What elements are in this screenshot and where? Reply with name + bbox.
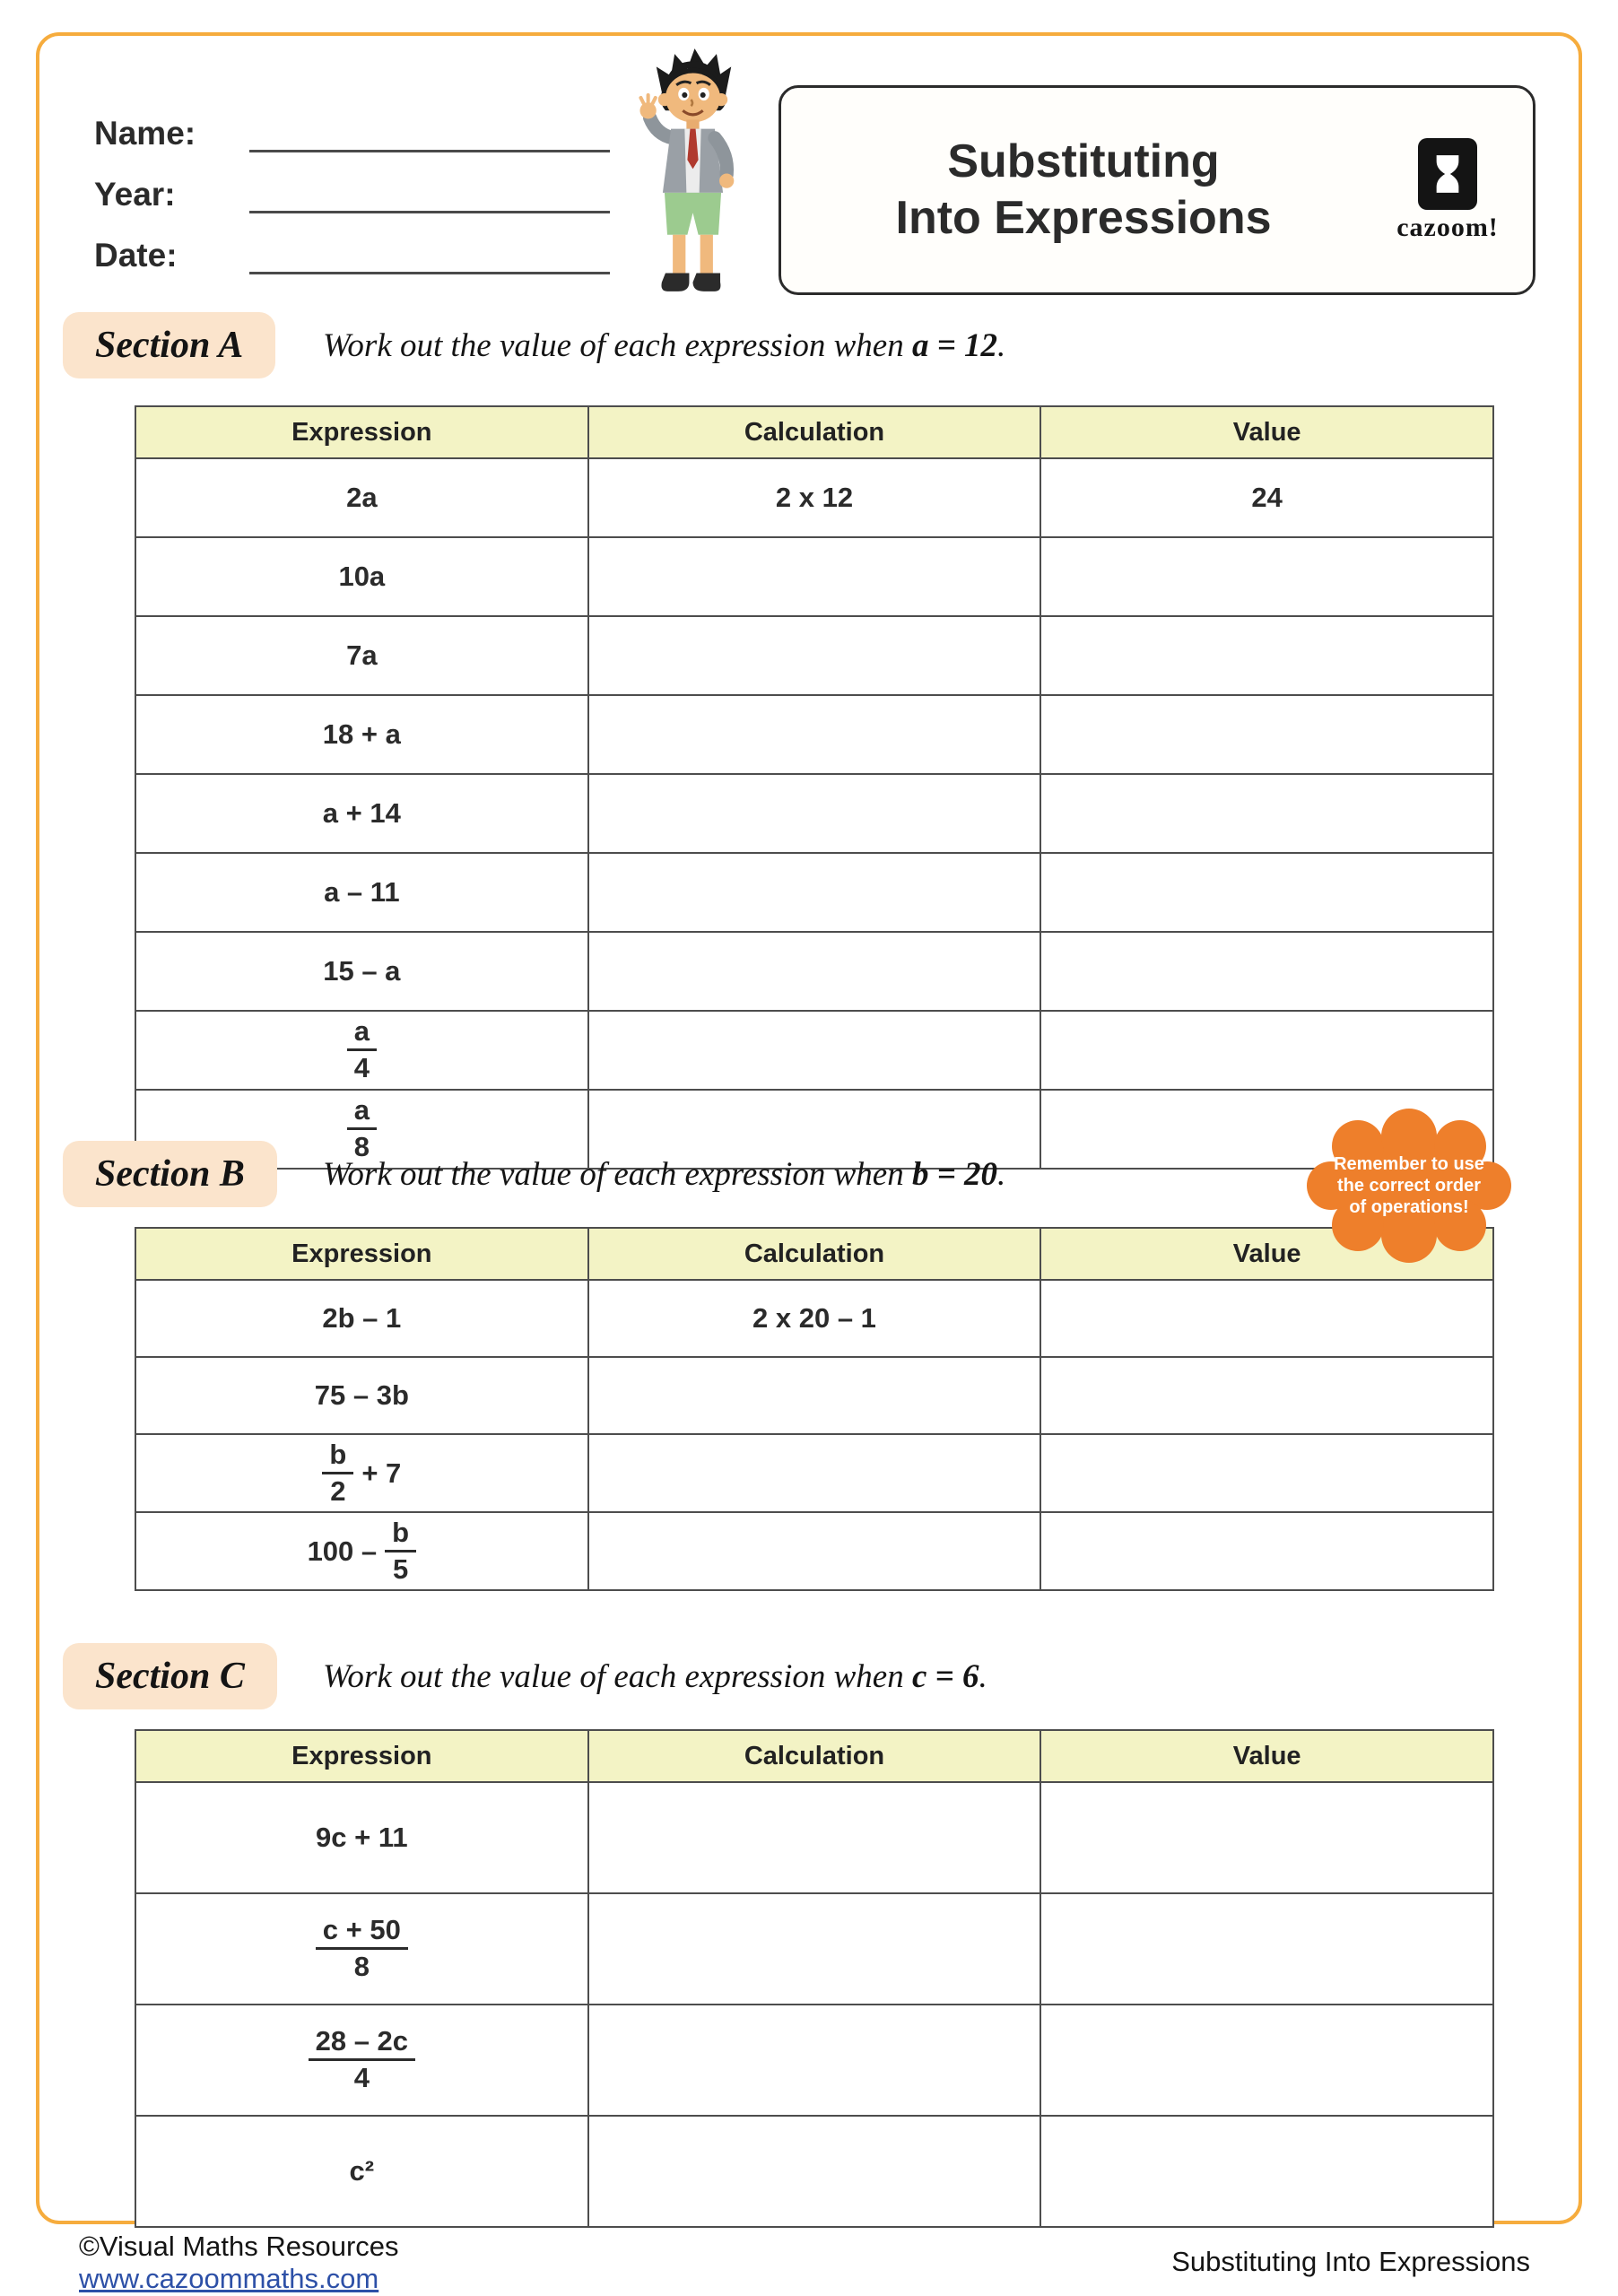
cell-content xyxy=(142,2027,582,2092)
cell-content: c² xyxy=(349,2155,375,2187)
calculation-cell xyxy=(588,1011,1041,1090)
column-header-calculation: Calculation xyxy=(588,1730,1041,1782)
table-row xyxy=(135,1893,1493,2005)
fraction: $\frac{c + 50}{8}$ xyxy=(316,1916,408,1981)
fraction: $\frac{a}{8}$ xyxy=(347,1096,377,1161)
footer-worksheet-title: Substituting Into Expressions xyxy=(1171,2246,1530,2277)
expression-cell xyxy=(135,932,588,1011)
badge-line-2: the correct order xyxy=(1336,1176,1482,1196)
calculation-cell xyxy=(588,932,1041,1011)
cell-content: 2 x 20 – 1 xyxy=(752,1302,876,1334)
calculation-cell xyxy=(588,695,1041,774)
expression-cell xyxy=(135,1011,588,1090)
section-c-heading xyxy=(63,1643,277,1709)
value-cell xyxy=(1040,1893,1493,2005)
section-a-table xyxy=(135,405,1494,1170)
cell-content: 2b – 1 xyxy=(322,1302,402,1334)
value-cell xyxy=(1040,774,1493,853)
worksheet-title xyxy=(781,134,1362,248)
value-cell xyxy=(1040,695,1493,774)
cell-content: $\frac{b}{2}$ + 7 xyxy=(142,1440,582,1506)
name-label: Name: xyxy=(94,115,196,152)
value-cell xyxy=(1040,1280,1493,1357)
date-write-line xyxy=(249,232,610,274)
column-header-calculation: Calculation xyxy=(588,406,1041,458)
cell-content: 18 + a xyxy=(322,718,401,750)
name-field xyxy=(94,100,610,152)
calculation-cell xyxy=(588,2116,1041,2227)
section-a-instruction xyxy=(323,312,1005,378)
value-cell xyxy=(1040,932,1493,1011)
column-header-expression: Expression xyxy=(135,1730,588,1782)
cazoom-logo xyxy=(1362,138,1533,243)
calculation-cell xyxy=(588,1782,1041,1893)
student-info-fields xyxy=(94,100,610,283)
expression-cell xyxy=(135,1434,588,1512)
table-row xyxy=(135,537,1493,616)
year-field xyxy=(94,161,610,213)
calculation-cell xyxy=(588,537,1041,616)
section-a-heading xyxy=(63,312,275,378)
expression-cell xyxy=(135,458,588,537)
table-row xyxy=(135,616,1493,695)
table-row xyxy=(135,853,1493,932)
instruction-period: . xyxy=(979,1657,987,1695)
expression-cell xyxy=(135,1512,588,1590)
instruction-period: . xyxy=(997,1155,1006,1193)
hourglass-icon xyxy=(1418,138,1477,210)
title-line-2: Into Expressions xyxy=(895,192,1272,244)
year-write-line xyxy=(249,171,610,213)
cell-content: 2 x 12 xyxy=(775,482,854,513)
table-row xyxy=(135,1357,1493,1434)
instruction-variable: b = 20 xyxy=(911,1155,998,1193)
instruction-period: . xyxy=(997,326,1006,364)
cell-content: a – 11 xyxy=(324,876,400,908)
expression-cell xyxy=(135,774,588,853)
calculation-cell xyxy=(588,1280,1041,1357)
cell-content: 100 – $\frac{b}{5}$ xyxy=(142,1518,582,1584)
cazoommaths-link[interactable]: www.cazoommaths.com xyxy=(79,2263,379,2294)
cell-content: 9c + 11 xyxy=(316,1822,408,1853)
expression-cell xyxy=(135,695,588,774)
column-header-value: Value xyxy=(1040,406,1493,458)
value-cell xyxy=(1040,537,1493,616)
table-row xyxy=(135,458,1493,537)
instruction-text: Work out the value of each expression when xyxy=(323,1657,912,1695)
column-header-expression: Expression xyxy=(135,1228,588,1280)
calculation-cell xyxy=(588,774,1041,853)
table-header-row xyxy=(135,1730,1493,1782)
value-cell xyxy=(1040,2005,1493,2116)
expression-cell xyxy=(135,1893,588,2005)
cell-content: 75 – 3b xyxy=(314,1379,409,1411)
value-cell xyxy=(1040,1357,1493,1434)
date-field xyxy=(94,222,610,274)
badge-text xyxy=(1302,1109,1516,1263)
date-label: Date: xyxy=(94,237,178,274)
cell-content: 2a xyxy=(346,482,378,513)
cell-content: a + 14 xyxy=(322,797,401,829)
section-a-table-wrapper xyxy=(135,405,1494,1170)
calculation-cell xyxy=(588,616,1041,695)
instruction-text: Work out the value of each expression when xyxy=(323,1155,912,1193)
table-header-row xyxy=(135,406,1493,458)
expression-cell xyxy=(135,1280,588,1357)
section-b-label: Section B xyxy=(95,1153,245,1195)
table-row xyxy=(135,1434,1493,1512)
fraction: $\frac{b}{2}$ xyxy=(322,1440,353,1506)
section-b-heading xyxy=(63,1141,277,1207)
table-row xyxy=(135,1280,1493,1357)
title-line-1: Substituting xyxy=(947,135,1220,187)
table-row xyxy=(135,774,1493,853)
section-c-label: Section C xyxy=(95,1656,245,1697)
badge-line-1: Remember to use xyxy=(1334,1154,1484,1174)
footer-left xyxy=(79,2231,399,2295)
column-header-value: Value xyxy=(1040,1730,1493,1782)
column-header-calculation: Calculation xyxy=(588,1228,1041,1280)
fraction: $\frac{b}{5}$ xyxy=(385,1518,416,1584)
name-write-line xyxy=(249,110,610,152)
value-cell xyxy=(1040,2116,1493,2227)
column-header-value: Value xyxy=(1040,1228,1493,1280)
order-of-operations-badge xyxy=(1302,1109,1516,1263)
badge-line-3: of operations! xyxy=(1349,1197,1469,1217)
instruction-variable: c = 6 xyxy=(911,1657,979,1695)
section-b-table xyxy=(135,1227,1494,1591)
copyright-text: ©Visual Maths Resources xyxy=(79,2231,399,2262)
worksheet-title-box xyxy=(779,85,1535,295)
cell-content xyxy=(142,1916,582,1981)
fraction: $\frac{28 - 2c}{4}$ xyxy=(309,2027,415,2092)
table-row xyxy=(135,695,1493,774)
table-row xyxy=(135,932,1493,1011)
calculation-cell xyxy=(588,2005,1041,2116)
cell-content: 15 – a xyxy=(323,955,401,987)
calculation-cell xyxy=(588,1357,1041,1434)
section-a-label: Section A xyxy=(95,325,244,366)
section-b-instruction xyxy=(323,1141,1005,1207)
value-cell xyxy=(1040,1434,1493,1512)
calculation-cell xyxy=(588,458,1041,537)
value-cell xyxy=(1040,1512,1493,1590)
mascot-boy-illustration xyxy=(619,45,767,300)
table-header-row xyxy=(135,1228,1493,1280)
expression-cell xyxy=(135,853,588,932)
section-b-table-wrapper xyxy=(135,1227,1494,1591)
section-c-table xyxy=(135,1729,1494,2228)
table-row xyxy=(135,1011,1493,1090)
cazoom-logo-text: cazoom! xyxy=(1396,212,1499,242)
instruction-text: Work out the value of each expression when xyxy=(323,326,912,364)
expression-cell xyxy=(135,1782,588,1893)
instruction-variable: a = 12 xyxy=(911,326,998,364)
expression-cell xyxy=(135,2116,588,2227)
calculation-cell xyxy=(588,1512,1041,1590)
section-c-table-wrapper xyxy=(135,1729,1494,2228)
value-cell xyxy=(1040,1782,1493,1893)
value-cell xyxy=(1040,616,1493,695)
section-c-instruction xyxy=(323,1643,987,1709)
calculation-cell xyxy=(588,1434,1041,1512)
expression-cell xyxy=(135,2005,588,2116)
value-cell xyxy=(1040,853,1493,932)
table-row xyxy=(135,1782,1493,1893)
expression-cell xyxy=(135,1357,588,1434)
fraction: $\frac{a}{4}$ xyxy=(347,1017,377,1083)
expression-cell xyxy=(135,616,588,695)
calculation-cell xyxy=(588,1893,1041,2005)
cell-content: 24 xyxy=(1251,482,1283,513)
calculation-cell xyxy=(588,853,1041,932)
value-cell xyxy=(1040,1011,1493,1090)
cell-content: 10a xyxy=(338,561,386,592)
table-row xyxy=(135,2116,1493,2227)
year-label: Year: xyxy=(94,176,176,213)
table-row xyxy=(135,1512,1493,1590)
cell-content xyxy=(142,1017,582,1083)
expression-cell xyxy=(135,537,588,616)
table-row xyxy=(135,2005,1493,2116)
cell-content: 7a xyxy=(346,639,378,671)
column-header-expression: Expression xyxy=(135,406,588,458)
value-cell xyxy=(1040,458,1493,537)
